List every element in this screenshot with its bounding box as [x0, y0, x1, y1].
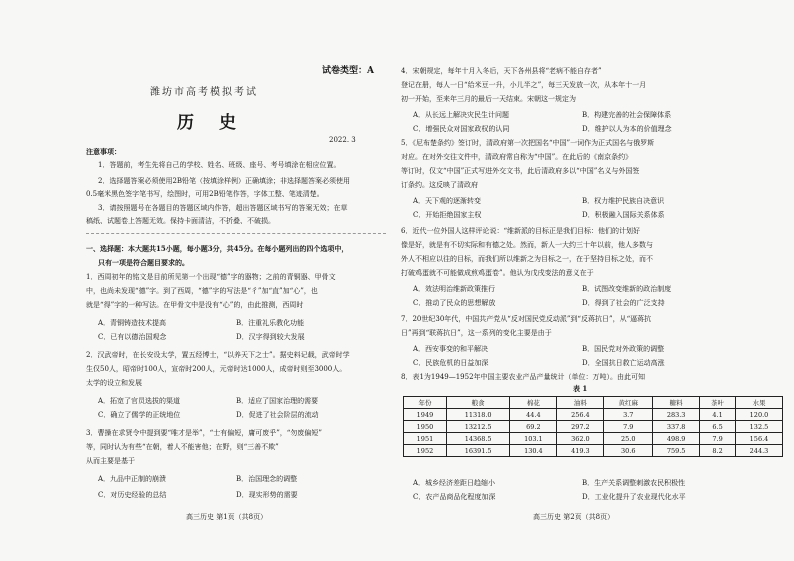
- q2-option-b[interactable]: B．适应了国家治理的需要: [236, 397, 319, 405]
- notice-line: 0.5毫米黑色签字笔书写，绘图时，可用2B铅笔作答，字体工整、笔迹清楚。: [86, 190, 324, 198]
- exam-title: 潍坊市高考模拟考试: [150, 87, 258, 98]
- table-cell: 103.1: [510, 433, 557, 445]
- q4-text: 初一开始，至来年三月的最后一天结束。宋朝这一规定为: [401, 95, 576, 103]
- notice-line: 2．选择题答案必须使用2B铅笔（按填涂样例）正确填涂；非选择题答案必须使用: [98, 177, 351, 185]
- table-row: [404, 421, 783, 433]
- q4-option-b[interactable]: B．构建完善的社会保障体系: [582, 111, 672, 119]
- table-row: [404, 409, 783, 421]
- table-cell: 14368.5: [446, 433, 509, 445]
- table-cell: 1950: [404, 421, 447, 433]
- q1-option-b[interactable]: B．注重礼乐教化功能: [236, 319, 305, 327]
- section-heading: 一、选择题：本大题共15小题，每小题3分，共45分。在每小题列出的四个选项中，: [86, 244, 349, 253]
- table-cell: 419.3: [557, 445, 604, 457]
- q5-option-d[interactable]: D．积极融入国际关系体系: [582, 211, 665, 219]
- q5-text: 对应。在对外交往文件中，清政府常自称为“中国”。在此后的《南京条约》: [401, 153, 633, 161]
- q1-option-a[interactable]: A．青铜铸造技术提高: [98, 319, 167, 327]
- table-cell: 156.4: [735, 433, 782, 445]
- q3-text: 从而主要是基于: [86, 457, 135, 465]
- q3-text: 等，同时认为有些“在朝，着人不能害他；在野，则“三善不欺”: [86, 443, 279, 451]
- exam-date: 2022. 3: [329, 136, 356, 144]
- subject-title: 历 史: [177, 113, 240, 133]
- q7-option-b[interactable]: B．国民党对外政策的调整: [582, 345, 665, 353]
- table-cell: 13212.5: [446, 421, 509, 433]
- section-heading: 只有一项是符合题目要求的。: [98, 258, 189, 267]
- q4-option-c[interactable]: C．增强民众对国家政权的认同: [413, 125, 510, 133]
- table-header-cell: 水果: [735, 397, 782, 409]
- notice-heading: 注意事项：: [86, 147, 121, 156]
- q7-option-c[interactable]: C．民族危机的日益加深: [413, 359, 489, 367]
- q8-option-b[interactable]: B．生产关系调整刺激农民积极性: [582, 479, 686, 487]
- notice-line: 稿纸、试题卷上答题无效。保持卡面清洁，不折叠、不破损。: [86, 217, 275, 225]
- q4-text: 4．宋朝规定，每年十月入冬后，天下各州县将“老病不能自存者”: [401, 67, 602, 75]
- q6-option-a[interactable]: A．效法明治维新政策推行: [413, 285, 496, 293]
- divider: [86, 233, 386, 234]
- table-header-cell: 糖料: [653, 397, 700, 409]
- q8-option-d[interactable]: D．工业化提升了农业现代化水平: [582, 493, 686, 501]
- q2-option-a[interactable]: A．拓宽了官员选拔的渠道: [98, 397, 181, 405]
- q2-text: 2．汉武帝时，在长安设太学，置五经博士，“以养天下之士”。据史料记载，武帝时学: [86, 351, 350, 359]
- table-cell: 1951: [404, 433, 447, 445]
- table-cell: 498.9: [653, 433, 700, 445]
- exam-type: 试卷类型：A: [322, 66, 374, 76]
- table-header-cell: 粮食: [446, 397, 509, 409]
- q2-text: 太学的设立和发展: [86, 379, 142, 387]
- table-cell: 337.8: [653, 421, 700, 433]
- q4-option-d[interactable]: D．维护以人为本的价值理念: [582, 125, 672, 133]
- table-cell: 7.9: [700, 433, 736, 445]
- table-cell: 297.2: [557, 421, 604, 433]
- q3-option-d[interactable]: D．现实形势的需要: [236, 491, 298, 499]
- table-cell: 6.5: [700, 421, 736, 433]
- q1-text: 就是“得”字的一种写法。在甲骨文中是没有“心”的，由此推测，西周时: [86, 301, 304, 309]
- right-page: [397, 0, 794, 561]
- table-cell: 120.0: [735, 409, 782, 421]
- q8-option-a[interactable]: A．城乡经济差距日趋缩小: [413, 479, 496, 487]
- q6-option-d[interactable]: D．得到了社会的广泛支持: [582, 299, 665, 307]
- table-header-cell: 茶叶: [700, 397, 736, 409]
- table-cell: 44.4: [510, 409, 557, 421]
- q6-option-c[interactable]: C．推动了民众的思想解放: [413, 299, 496, 307]
- q5-option-b[interactable]: B．权力维护民族自决意识: [582, 197, 665, 205]
- table-cell: 11318.0: [446, 409, 509, 421]
- table-cell: 8.2: [700, 445, 736, 457]
- q2-text: 生仅50人，昭帝时100人，宣帝时200人，元帝时达1000人，成帝时则至3000人。: [86, 365, 347, 373]
- q6-option-b[interactable]: B．试图改变维新的政治制度: [582, 285, 672, 293]
- page-footer: 高三历史 第1页（共8页）: [186, 513, 268, 521]
- table-cell: 130.4: [510, 445, 557, 457]
- q1-text: 中，也尚未发现“德”字。到了西周，“德”字的写法是“彳”加“直”加“心”，也: [86, 287, 318, 295]
- table-cell: 132.5: [735, 421, 782, 433]
- table-caption: 表 1: [573, 384, 588, 393]
- q6-text: 像是好，就是有不切实际和有德之处。然而，新人一大约三十年以前，他人多数与: [401, 241, 653, 249]
- q3-option-c[interactable]: C．对历史经验的总结: [98, 491, 167, 499]
- table-cell: 244.3: [735, 445, 782, 457]
- q6-text: 打破鸡蛋就不可能做成煎鸡蛋卷”。他认为戊戌变法的意义在于: [401, 269, 594, 277]
- q1-option-c[interactable]: C．已有以德治国观念: [98, 333, 167, 341]
- table-cell: 759.5: [653, 445, 700, 457]
- q4-option-a[interactable]: A．从长远上解决灾民生计问题: [413, 111, 510, 119]
- q5-option-c[interactable]: C．开始拒绝国家主权: [413, 211, 482, 219]
- q2-option-d[interactable]: D．促进了社会阶层的流动: [236, 411, 319, 419]
- q7-option-d[interactable]: D．全国抗日救亡运动高涨: [582, 359, 665, 367]
- table-cell: 3.7: [604, 409, 653, 421]
- q8-option-c[interactable]: C．农产品商品化程度加深: [413, 493, 496, 501]
- table-row: [404, 445, 783, 457]
- table-header-cell: 棉花: [510, 397, 557, 409]
- q3-text: 3．曹操在求贤令中提到要“唯才是举”，“士有偏短，庸可废乎”，“勿废偏短”: [86, 429, 322, 437]
- table-cell: 25.0: [604, 433, 653, 445]
- q6-text: 6．近代一位外国人这样评论说：“维新派的目标正是我们目标：他们的计划好: [401, 227, 641, 235]
- table-header-cell: 黄红麻: [604, 397, 653, 409]
- q1-text: 1．西周初年的铭文是目前所见第一个出现“德”字的器物；之前的青铜器、甲骨文: [86, 273, 336, 281]
- table-cell: 1949: [404, 409, 447, 421]
- table-header-row: [404, 397, 783, 409]
- q3-option-b[interactable]: B．治国理念的调整: [236, 475, 298, 483]
- q6-text: 外人不相应以往的目标，而我们所以维新之为目标之一，在于坚持目标之处，而不: [401, 255, 653, 263]
- table-cell: 256.4: [557, 409, 604, 421]
- page-footer: 高三历史 第2页（共8页）: [533, 513, 615, 521]
- q7-text: 日”再到“联蒋抗日”，这一系列的变化主要是由于: [401, 329, 552, 337]
- q4-text: 登记在册，每人一日“给米豆一升，小儿半之”，每三天发放一次，从本年十一月: [401, 81, 647, 89]
- table-cell: 4.1: [700, 409, 736, 421]
- q7-text: 7．20世纪30年代，中国共产党从“反对国民党反动派”到“反蒋抗日”，从“逼蒋抗: [401, 315, 652, 323]
- q7-option-a[interactable]: A．西安事变的和平解决: [413, 345, 489, 353]
- q2-option-c[interactable]: C．确立了儒学的正统地位: [98, 411, 181, 419]
- table-header-cell: 年份: [404, 397, 447, 409]
- q5-option-a[interactable]: A．天下观的逐渐转变: [413, 197, 482, 205]
- table-cell: 16391.5: [446, 445, 509, 457]
- table-cell: 30.6: [604, 445, 653, 457]
- notice-line: 3．请按照题号在各题目的答题区域内作答，超出答题区域书写的答案无效；在草: [98, 204, 348, 212]
- table-cell: 362.0: [557, 433, 604, 445]
- q3-option-a[interactable]: A．九品中正制的崩溃: [98, 475, 167, 483]
- production-table: [403, 396, 783, 457]
- q5-text: 5．《尼布楚条约》签订时，清政府第一次把国名“中国”一词作为正式国名与俄罗斯: [401, 139, 655, 147]
- q5-text: 订条约。这反映了清政府: [401, 181, 478, 189]
- table-row: [404, 433, 783, 445]
- table-cell: 7.9: [604, 421, 653, 433]
- q5-text: 等订时，仅文“中国”正式写进外交文书，此后清政府多以“中国”名义与外国签: [401, 167, 640, 175]
- table-cell: 283.3: [653, 409, 700, 421]
- q8-text: 8．表1为1949—1952年中国主要农业产品产量统计（单位：万吨）。由此可知: [401, 373, 646, 381]
- table-header-cell: 油料: [557, 397, 604, 409]
- notice-line: 1．答题前，考生先将自己的学校、姓名、班级、座号、考号填涂在相应位置。: [98, 161, 341, 169]
- table-cell: 69.2: [510, 421, 557, 433]
- q1-option-d[interactable]: D．汉字得到较大发展: [236, 333, 305, 341]
- table-cell: 1952: [404, 445, 447, 457]
